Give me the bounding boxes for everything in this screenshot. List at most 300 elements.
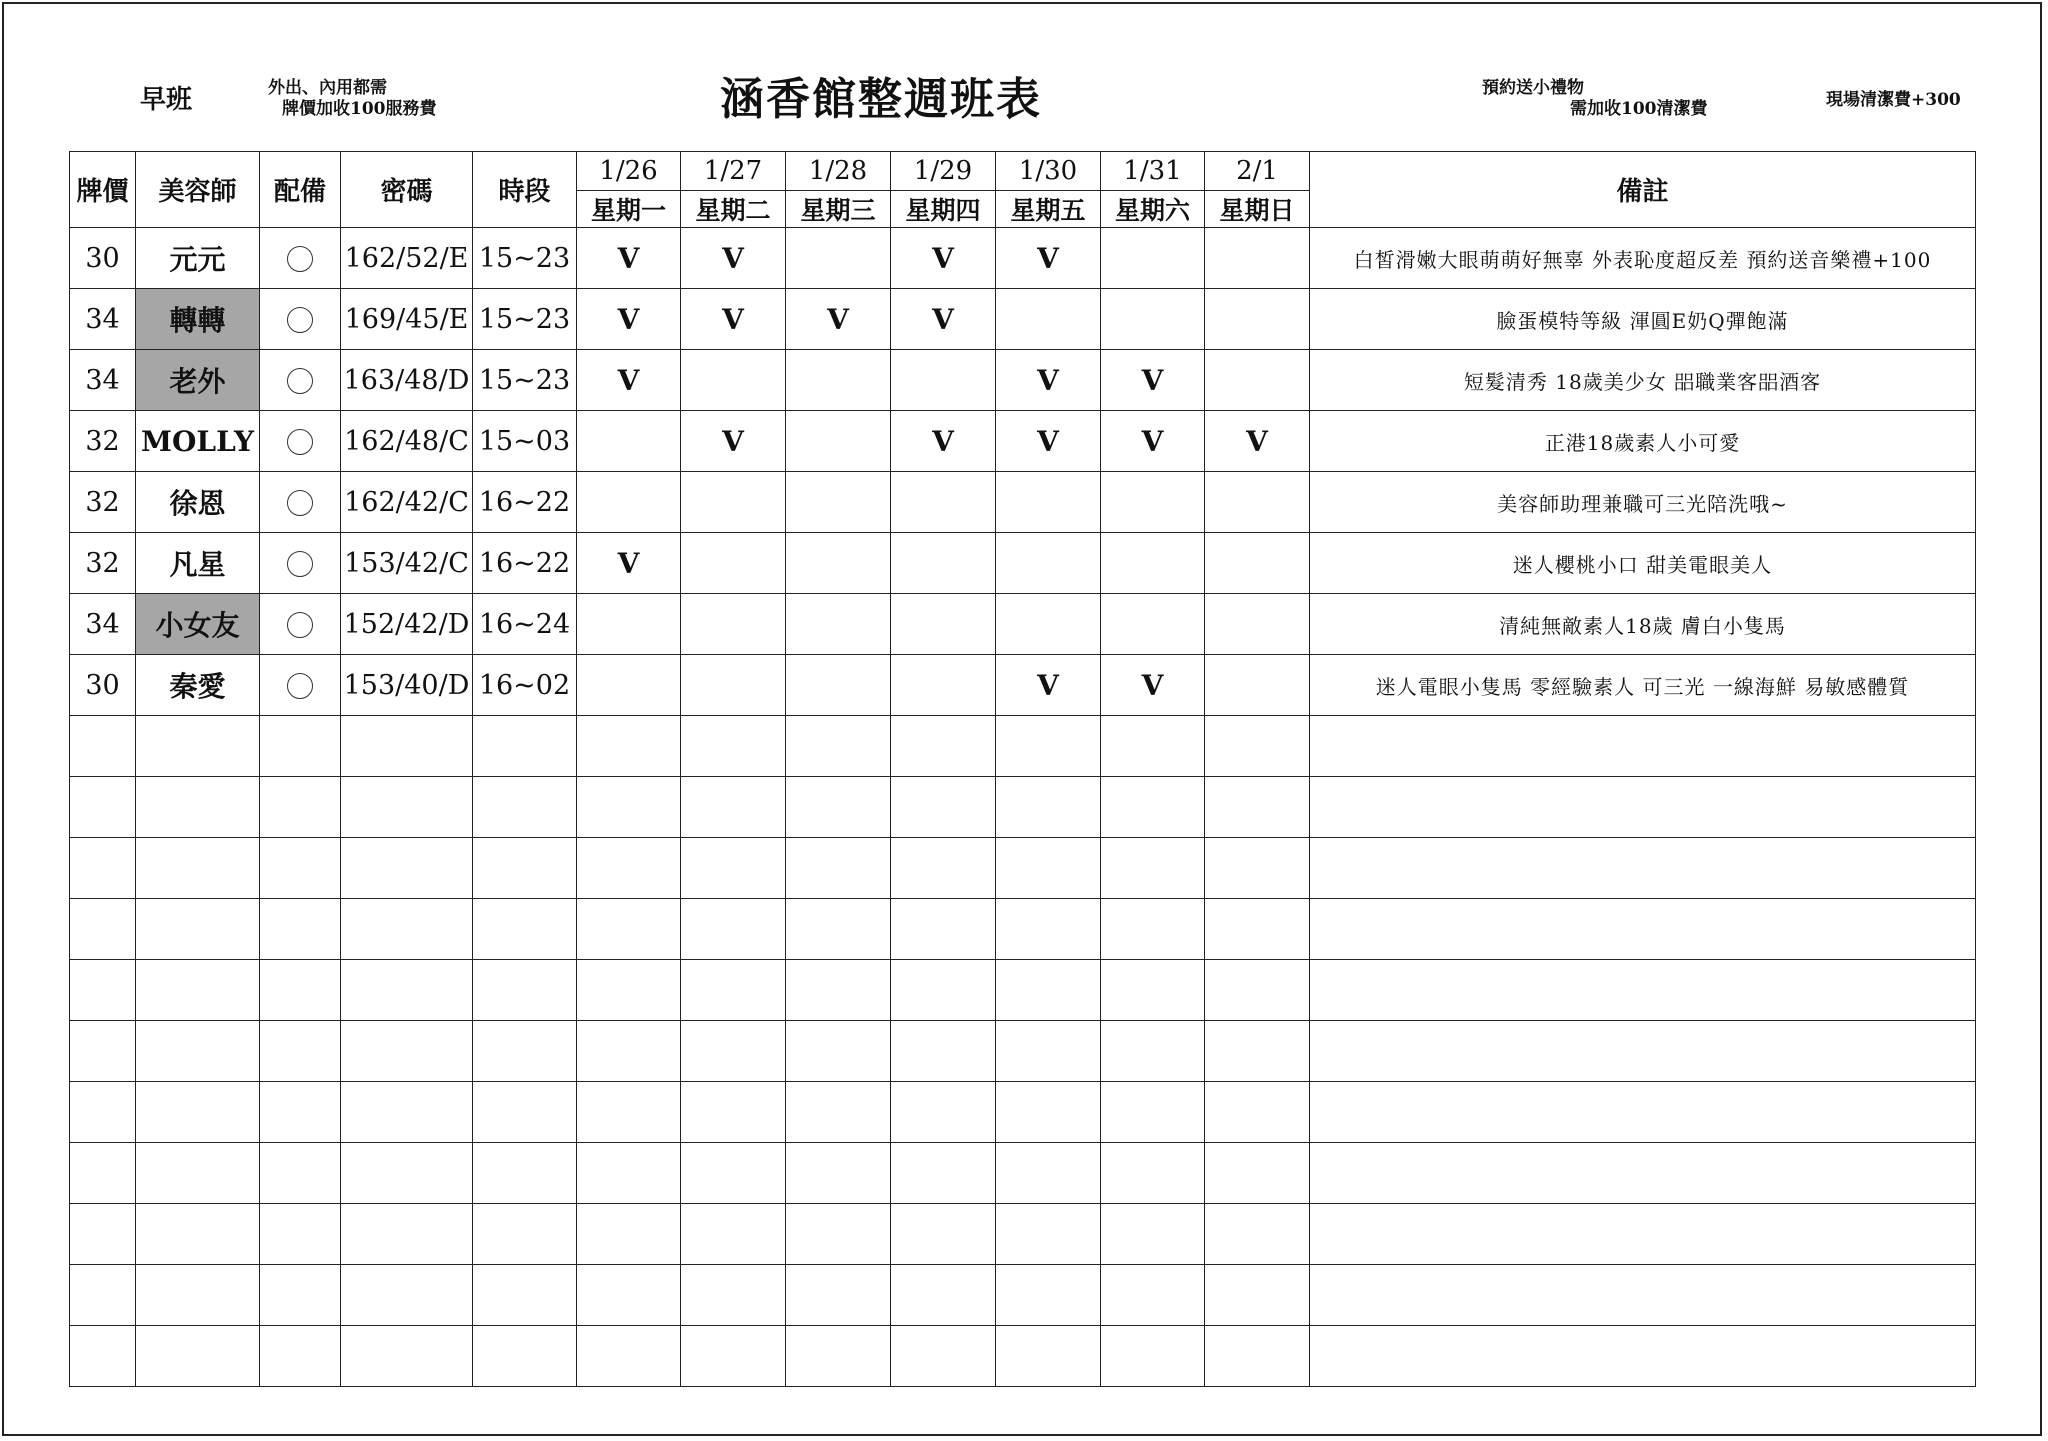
equip-cell <box>260 655 341 716</box>
empty-row <box>70 1143 1976 1204</box>
empty-cell <box>136 1326 260 1387</box>
day-mark-cell <box>1205 228 1310 289</box>
empty-cell <box>70 777 136 838</box>
empty-cell <box>1205 1326 1310 1387</box>
price-cell: 30 <box>70 655 136 716</box>
empty-row <box>70 838 1976 899</box>
empty-cell <box>1310 716 1976 777</box>
day-mark-cell: V <box>996 655 1101 716</box>
header-equip: 配備 <box>260 152 341 228</box>
header-remark: 備註 <box>1310 152 1976 228</box>
empty-cell <box>1310 1082 1976 1143</box>
day-mark-cell <box>1205 594 1310 655</box>
empty-cell <box>1205 1265 1310 1326</box>
header-weekday: 星期五 <box>996 191 1101 228</box>
day-mark-cell: V <box>577 350 681 411</box>
empty-cell <box>136 1204 260 1265</box>
empty-cell <box>473 960 577 1021</box>
day-mark-cell <box>786 350 891 411</box>
day-mark-cell: V <box>681 411 786 472</box>
empty-cell <box>1310 777 1976 838</box>
day-mark-cell <box>786 472 891 533</box>
empty-cell <box>681 960 786 1021</box>
empty-cell <box>136 1021 260 1082</box>
day-mark-cell: V <box>681 289 786 350</box>
time-cell: 15~23 <box>473 289 577 350</box>
empty-cell <box>473 1204 577 1265</box>
empty-cell <box>891 777 996 838</box>
schedule-body <box>70 228 1976 1387</box>
empty-cell <box>1205 716 1310 777</box>
empty-cell <box>996 1082 1101 1143</box>
empty-cell <box>681 777 786 838</box>
empty-cell <box>891 1326 996 1387</box>
empty-cell <box>891 899 996 960</box>
header-weekday: 星期六 <box>1101 191 1205 228</box>
day-mark-cell <box>681 655 786 716</box>
empty-cell <box>473 716 577 777</box>
header-price: 牌價 <box>70 152 136 228</box>
table-row <box>70 594 1976 655</box>
day-mark-cell <box>891 350 996 411</box>
empty-cell <box>136 960 260 1021</box>
header-date: 1/30 <box>996 152 1101 191</box>
empty-cell <box>136 838 260 899</box>
circle-icon <box>287 246 313 272</box>
empty-row <box>70 777 1976 838</box>
empty-cell <box>681 1326 786 1387</box>
empty-cell <box>341 1204 473 1265</box>
day-mark-cell <box>681 533 786 594</box>
empty-cell <box>1101 838 1205 899</box>
day-mark-cell: V <box>891 289 996 350</box>
code-cell: 162/52/E <box>341 228 473 289</box>
header-beautician: 美容師 <box>136 152 260 228</box>
header-code: 密碼 <box>341 152 473 228</box>
empty-cell <box>473 1326 577 1387</box>
day-mark-cell <box>891 533 996 594</box>
day-mark-cell <box>1205 350 1310 411</box>
empty-cell <box>996 960 1101 1021</box>
circle-icon <box>287 429 313 455</box>
header-date: 1/28 <box>786 152 891 191</box>
empty-cell <box>1310 1265 1976 1326</box>
day-mark-cell <box>786 228 891 289</box>
day-mark-cell <box>1101 228 1205 289</box>
table-row <box>70 472 1976 533</box>
day-mark-cell: V <box>996 411 1101 472</box>
header-date: 1/26 <box>577 152 681 191</box>
table-row <box>70 228 1976 289</box>
service-fee-note-line2: 牌價加收100服務費 <box>282 99 437 120</box>
empty-cell <box>70 1082 136 1143</box>
day-mark-cell <box>681 350 786 411</box>
empty-cell <box>1310 960 1976 1021</box>
header-weekday: 星期二 <box>681 191 786 228</box>
empty-cell <box>786 899 891 960</box>
price-cell: 34 <box>70 594 136 655</box>
time-cell: 15~03 <box>473 411 577 472</box>
page-title: 涵香館整週班表 <box>720 74 1042 125</box>
beautician-name: 徐恩 <box>136 472 260 533</box>
reservation-note-line2: 需加收100清潔費 <box>1570 99 1708 120</box>
price-cell: 34 <box>70 289 136 350</box>
day-mark-cell <box>681 472 786 533</box>
empty-cell <box>1205 1082 1310 1143</box>
empty-cell <box>996 1204 1101 1265</box>
header-weekday: 星期日 <box>1205 191 1310 228</box>
empty-cell <box>996 1265 1101 1326</box>
empty-cell <box>891 960 996 1021</box>
day-mark-cell <box>1205 472 1310 533</box>
empty-cell <box>1101 716 1205 777</box>
price-cell: 30 <box>70 228 136 289</box>
empty-cell <box>70 1204 136 1265</box>
empty-cell <box>681 1265 786 1326</box>
empty-cell <box>996 1021 1101 1082</box>
empty-cell <box>681 1204 786 1265</box>
empty-cell <box>577 1326 681 1387</box>
day-mark-cell: V <box>786 289 891 350</box>
empty-cell <box>1101 1143 1205 1204</box>
day-mark-cell <box>786 594 891 655</box>
day-mark-cell <box>1205 289 1310 350</box>
header-date: 2/1 <box>1205 152 1310 191</box>
empty-cell <box>341 1021 473 1082</box>
empty-row <box>70 1326 1976 1387</box>
circle-icon <box>287 551 313 577</box>
empty-cell <box>786 777 891 838</box>
empty-cell <box>681 1143 786 1204</box>
empty-cell <box>786 1082 891 1143</box>
day-mark-cell: V <box>996 350 1101 411</box>
empty-cell <box>473 1265 577 1326</box>
price-cell: 32 <box>70 472 136 533</box>
day-mark-cell <box>1205 655 1310 716</box>
empty-cell <box>1205 1143 1310 1204</box>
empty-cell <box>681 899 786 960</box>
code-cell: 163/48/D <box>341 350 473 411</box>
empty-cell <box>70 1326 136 1387</box>
equip-cell <box>260 289 341 350</box>
empty-cell <box>786 1143 891 1204</box>
empty-cell <box>891 1265 996 1326</box>
equip-cell <box>260 350 341 411</box>
circle-icon <box>287 307 313 333</box>
empty-cell <box>1310 899 1976 960</box>
empty-cell <box>260 777 341 838</box>
empty-cell <box>996 777 1101 838</box>
day-mark-cell: V <box>577 289 681 350</box>
day-mark-cell <box>577 594 681 655</box>
empty-cell <box>1205 777 1310 838</box>
beautician-name: 秦愛 <box>136 655 260 716</box>
empty-cell <box>260 716 341 777</box>
day-mark-cell <box>996 594 1101 655</box>
empty-cell <box>136 1143 260 1204</box>
empty-cell <box>891 1082 996 1143</box>
code-cell: 169/45/E <box>341 289 473 350</box>
empty-cell <box>1310 1143 1976 1204</box>
empty-cell <box>1101 1021 1205 1082</box>
empty-cell <box>1310 1326 1976 1387</box>
empty-cell <box>996 716 1101 777</box>
empty-cell <box>136 777 260 838</box>
empty-cell <box>996 1143 1101 1204</box>
reservation-note-line1: 預約送小禮物 <box>1482 78 1584 98</box>
empty-cell <box>577 1204 681 1265</box>
code-cell: 153/40/D <box>341 655 473 716</box>
empty-cell <box>1101 1082 1205 1143</box>
empty-cell <box>996 1326 1101 1387</box>
empty-cell <box>1310 1021 1976 1082</box>
beautician-name: MOLLY <box>136 411 260 472</box>
remark-cell: 美容師助理兼職可三光陪洗哦~ <box>1310 472 1976 533</box>
empty-cell <box>473 899 577 960</box>
time-cell: 15~23 <box>473 350 577 411</box>
empty-cell <box>1310 838 1976 899</box>
empty-cell <box>577 838 681 899</box>
empty-cell <box>260 899 341 960</box>
header-date: 1/27 <box>681 152 786 191</box>
header-date: 1/29 <box>891 152 996 191</box>
day-mark-cell: V <box>577 228 681 289</box>
empty-cell <box>996 838 1101 899</box>
empty-cell <box>786 716 891 777</box>
empty-cell <box>136 1082 260 1143</box>
empty-cell <box>341 716 473 777</box>
day-mark-cell: V <box>1205 411 1310 472</box>
day-mark-cell <box>1101 289 1205 350</box>
empty-cell <box>341 777 473 838</box>
empty-cell <box>681 838 786 899</box>
day-mark-cell: V <box>681 228 786 289</box>
day-mark-cell <box>577 472 681 533</box>
reservation-note <box>1482 78 1708 121</box>
empty-cell <box>577 899 681 960</box>
day-mark-cell <box>786 533 891 594</box>
empty-cell <box>341 1082 473 1143</box>
empty-cell <box>1101 899 1205 960</box>
table-row <box>70 655 1976 716</box>
empty-cell <box>1101 777 1205 838</box>
empty-cell <box>341 960 473 1021</box>
time-cell: 15~23 <box>473 228 577 289</box>
empty-cell <box>260 1143 341 1204</box>
empty-cell <box>136 1265 260 1326</box>
empty-cell <box>786 1326 891 1387</box>
empty-cell <box>577 1143 681 1204</box>
empty-cell <box>1101 960 1205 1021</box>
empty-cell <box>70 1143 136 1204</box>
empty-cell <box>681 1082 786 1143</box>
time-cell: 16~02 <box>473 655 577 716</box>
circle-icon <box>287 673 313 699</box>
empty-cell <box>70 960 136 1021</box>
day-mark-cell: V <box>1101 350 1205 411</box>
empty-cell <box>786 960 891 1021</box>
empty-cell <box>891 716 996 777</box>
code-cell: 152/42/D <box>341 594 473 655</box>
remark-cell: 迷人櫻桃小口 甜美電眼美人 <box>1310 533 1976 594</box>
empty-row <box>70 1082 1976 1143</box>
beautician-name: 元元 <box>136 228 260 289</box>
circle-icon <box>287 490 313 516</box>
day-mark-cell <box>1205 533 1310 594</box>
empty-row <box>70 716 1976 777</box>
empty-cell <box>260 960 341 1021</box>
empty-cell <box>577 960 681 1021</box>
empty-cell <box>1205 960 1310 1021</box>
empty-cell <box>341 899 473 960</box>
beautician-name: 凡星 <box>136 533 260 594</box>
empty-cell <box>681 1021 786 1082</box>
beautician-name: 老外 <box>136 350 260 411</box>
code-cell: 162/42/C <box>341 472 473 533</box>
day-mark-cell: V <box>1101 655 1205 716</box>
empty-cell <box>1310 1204 1976 1265</box>
empty-cell <box>473 1143 577 1204</box>
empty-cell <box>136 899 260 960</box>
day-mark-cell <box>996 289 1101 350</box>
empty-cell <box>891 1204 996 1265</box>
empty-cell <box>1205 1204 1310 1265</box>
day-mark-cell <box>996 472 1101 533</box>
empty-cell <box>1205 899 1310 960</box>
code-cell: 162/48/C <box>341 411 473 472</box>
empty-cell <box>473 1021 577 1082</box>
empty-cell <box>577 777 681 838</box>
day-mark-cell: V <box>891 228 996 289</box>
service-fee-note <box>268 78 437 121</box>
empty-cell <box>473 838 577 899</box>
remark-cell: 白皙滑嫩大眼萌萌好無辜 外表恥度超反差 預約送音樂禮+100 <box>1310 228 1976 289</box>
circle-icon <box>287 368 313 394</box>
table-row <box>70 350 1976 411</box>
cleaning-fee-note: 現場清潔費+300 <box>1826 90 1961 110</box>
price-cell: 32 <box>70 533 136 594</box>
empty-cell <box>341 838 473 899</box>
empty-cell <box>1205 1021 1310 1082</box>
day-mark-cell <box>996 533 1101 594</box>
empty-cell <box>786 1265 891 1326</box>
empty-cell <box>577 716 681 777</box>
empty-cell <box>891 838 996 899</box>
empty-cell <box>70 1021 136 1082</box>
time-cell: 16~22 <box>473 533 577 594</box>
remark-cell: 短髮清秀 18歲美少女 㗊職業客㗊酒客 <box>1310 350 1976 411</box>
empty-cell <box>996 899 1101 960</box>
header-date: 1/31 <box>1101 152 1205 191</box>
price-cell: 32 <box>70 411 136 472</box>
equip-cell <box>260 411 341 472</box>
empty-cell <box>70 1265 136 1326</box>
empty-row <box>70 960 1976 1021</box>
empty-row <box>70 1265 1976 1326</box>
table-row <box>70 533 1976 594</box>
table-row <box>70 411 1976 472</box>
header-weekday: 星期一 <box>577 191 681 228</box>
time-cell: 16~24 <box>473 594 577 655</box>
empty-cell <box>70 899 136 960</box>
empty-cell <box>473 777 577 838</box>
empty-cell <box>1205 838 1310 899</box>
empty-cell <box>341 1143 473 1204</box>
empty-cell <box>70 838 136 899</box>
empty-cell <box>341 1265 473 1326</box>
empty-cell <box>786 1204 891 1265</box>
empty-cell <box>577 1021 681 1082</box>
remark-cell: 臉蛋模特等級 渾圓E奶Q彈飽滿 <box>1310 289 1976 350</box>
empty-cell <box>260 1204 341 1265</box>
price-cell: 34 <box>70 350 136 411</box>
beautician-name: 轉轉 <box>136 289 260 350</box>
empty-cell <box>473 1082 577 1143</box>
day-mark-cell <box>1101 594 1205 655</box>
day-mark-cell <box>786 655 891 716</box>
empty-cell <box>70 716 136 777</box>
header-weekday: 星期三 <box>786 191 891 228</box>
empty-cell <box>891 1143 996 1204</box>
empty-row <box>70 1204 1976 1265</box>
empty-cell <box>1101 1265 1205 1326</box>
empty-cell <box>136 716 260 777</box>
day-mark-cell <box>577 655 681 716</box>
equip-cell <box>260 472 341 533</box>
schedule-table <box>69 151 1976 1387</box>
table-row <box>70 289 1976 350</box>
empty-cell <box>260 1021 341 1082</box>
circle-icon <box>287 612 313 638</box>
code-cell: 153/42/C <box>341 533 473 594</box>
beautician-name: 小女友 <box>136 594 260 655</box>
equip-cell <box>260 533 341 594</box>
empty-row <box>70 899 1976 960</box>
day-mark-cell: V <box>577 533 681 594</box>
empty-cell <box>577 1082 681 1143</box>
time-cell: 16~22 <box>473 472 577 533</box>
day-mark-cell <box>577 411 681 472</box>
equip-cell <box>260 594 341 655</box>
equip-cell <box>260 228 341 289</box>
empty-cell <box>1101 1326 1205 1387</box>
day-mark-cell <box>891 472 996 533</box>
service-fee-note-line1: 外出、內用都需 <box>268 78 387 98</box>
empty-cell <box>341 1326 473 1387</box>
day-mark-cell <box>1101 533 1205 594</box>
remark-cell: 清純無敵素人18歲 膚白小隻馬 <box>1310 594 1976 655</box>
header-time: 時段 <box>473 152 577 228</box>
day-mark-cell: V <box>1101 411 1205 472</box>
day-mark-cell <box>891 655 996 716</box>
empty-cell <box>891 1021 996 1082</box>
empty-cell <box>260 838 341 899</box>
shift-label: 早班 <box>140 85 193 115</box>
empty-cell <box>260 1326 341 1387</box>
empty-cell <box>786 838 891 899</box>
day-mark-cell <box>891 594 996 655</box>
empty-cell <box>260 1082 341 1143</box>
day-mark-cell: V <box>891 411 996 472</box>
day-mark-cell <box>681 594 786 655</box>
empty-cell <box>786 1021 891 1082</box>
day-mark-cell <box>1101 472 1205 533</box>
empty-cell <box>260 1265 341 1326</box>
header-weekday: 星期四 <box>891 191 996 228</box>
empty-cell <box>577 1265 681 1326</box>
empty-cell <box>1101 1204 1205 1265</box>
remark-cell: 正港18歲素人小可愛 <box>1310 411 1976 472</box>
